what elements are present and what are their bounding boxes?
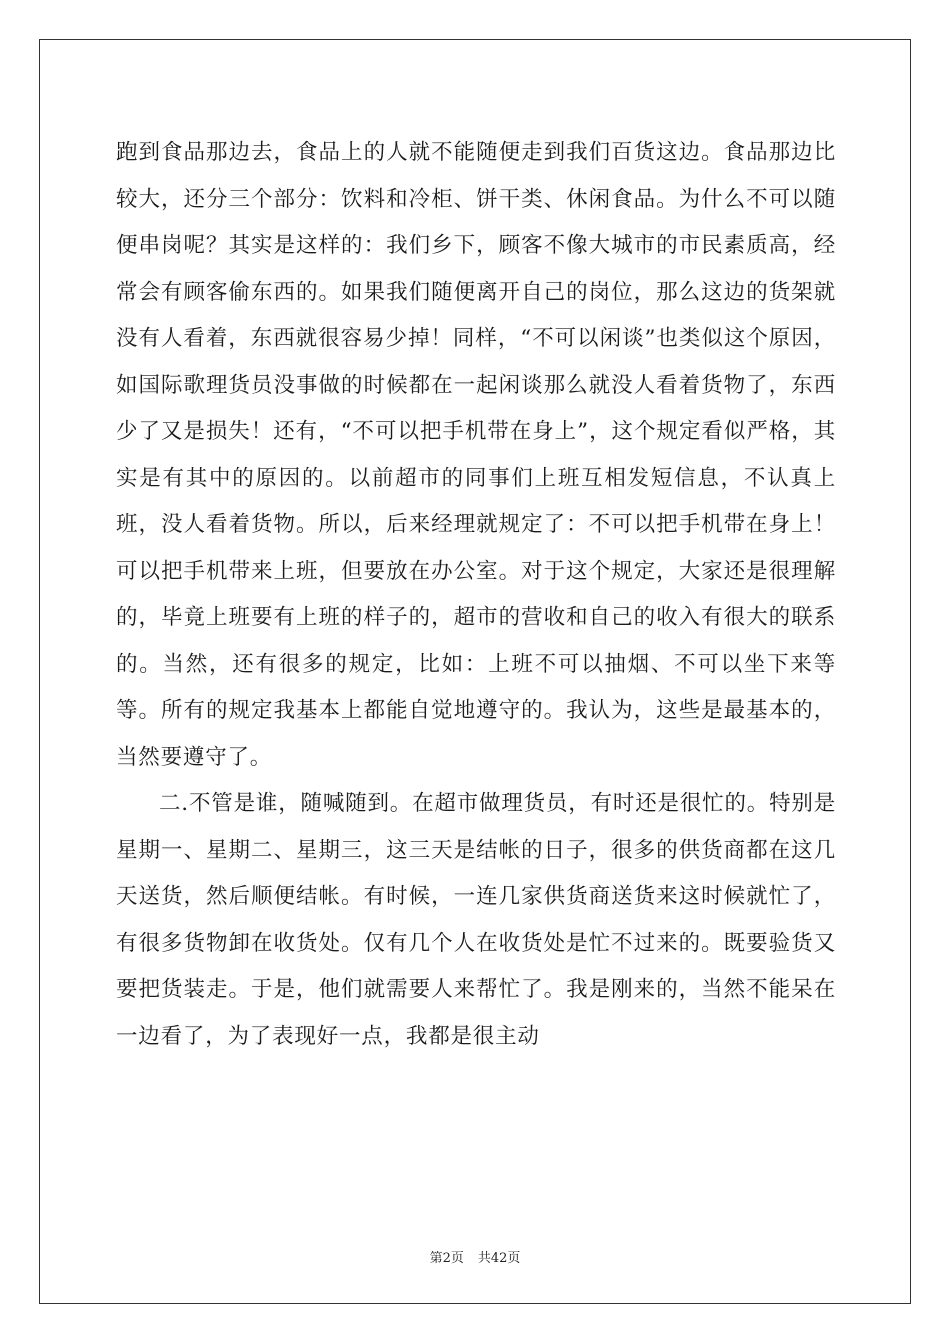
paragraph-1: 跑到食品那边去，食品上的人就不能随便走到我们百货这边。食品那边比较大，还分三个部分：饮料和冷柜、饼干类、休闲食品。为什么不可以随便串岗呢？其实是这样的：我们乡下，顾客不像大城市的市民素质高，经常会有顾客偷东西的。如果我们随便离开自己的岗位，那么这边的货架就没有人看着，东西就很容易少掉！同样，“不可以闲谈”也类似这个原因，如国际歌理货员没事做的时候都在一起闲谈那么就没人看着货物了，东西少了又是损失！还有，“不可以把手机带在身上”，这个规定看似严格，其实是有其中的原因的。以前超市的同事们上班互相发短信息，不认真上班，没人看着货物。所以，后来经理就规定了：不可以把手机带在身上！可以把手机带来上班，但要放在办公室。对于这个规定，大家还是很理解的，毕竟上班要有上班的样子的，超市的营收和自己的收入有很大的联系的。当然，还有很多的规定，比如：上班不可以抽烟、不可以坐下来等等。所有的规定我基本上都能自觉地遵守的。我认为，这些是最基本的，当然要遵守了。 [116,140,836,770]
paragraph-2: 二.不管是谁，随喊随到。在超市做理货员，有时还是很忙的。特别是星期一、星期二、星期三，这三天是结帐的日子，很多的供货商都在这几天送货，然后顺便结帐。有时候，一连几家供货商送货来这时候就忙了，有很多货物卸在收货处。仅有几个人在收货处是忙不过来的。既要验货又要把货装走。于是，他们就需要人来帮忙了。我是刚来的，当然不能呆在一边看了，为了表现好一点，我都是很主动 [116,791,836,1049]
page-total: 共42页 [477,1251,521,1266]
page-footer [0,1247,950,1266]
page-number: 第2页 [429,1251,464,1266]
document-body [116,130,836,1060]
